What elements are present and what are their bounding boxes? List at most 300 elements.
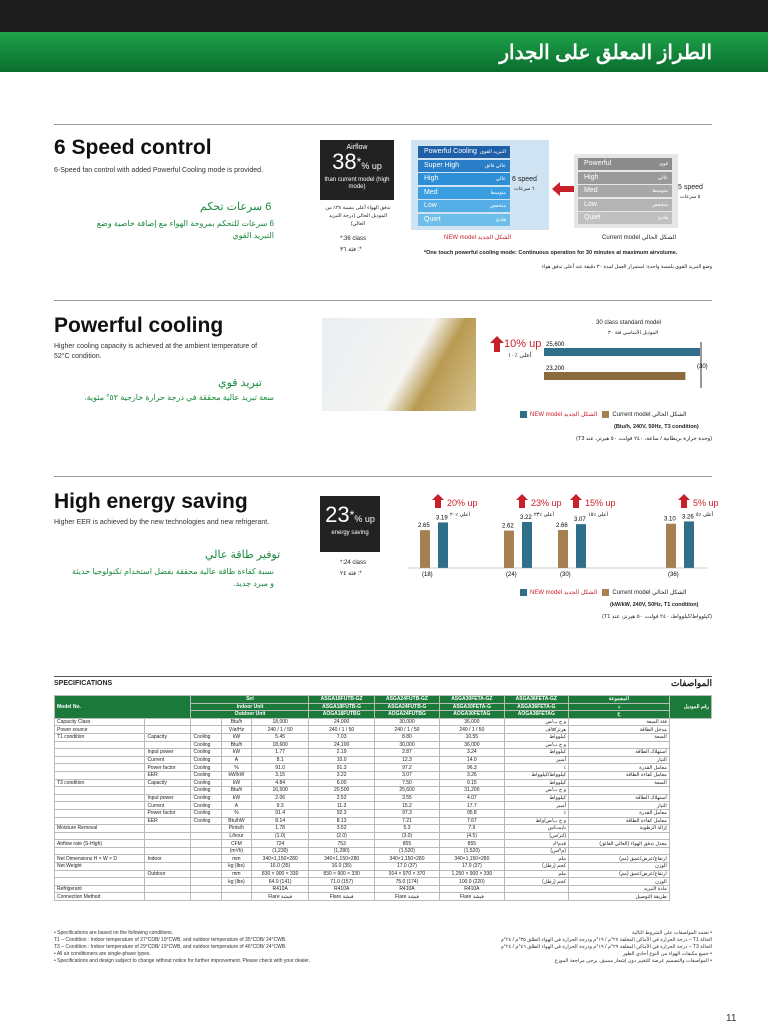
spec-label-ar: استهلاك الطاقة [569,794,670,802]
speed-row-label-ar: عالي [657,174,668,181]
spec-mode [191,840,222,848]
spec-unit-ar: (م³/س) [504,847,568,855]
new-speed-row [418,214,510,226]
cur-speed-label: 5 speed [678,184,703,191]
category-label: (36) [668,572,679,578]
spec-label-ar: التيار [569,756,670,764]
footnote-line: • All air conditioners are single-phase types. [54,951,151,957]
spec-subgroup: Capacity [145,733,191,741]
speed-row-label-ar: متوسط [490,189,506,196]
speed-row-label: Super High [424,161,460,169]
spec-value: 340×1,150×280 [251,855,309,863]
spec-row [55,726,712,734]
spec-mode [191,878,222,886]
model-code: ASGA18FUTB-G [309,703,374,711]
up-label: 5% up [693,498,719,508]
spec-label-ar: مدخل الطاقة [569,726,670,734]
spec-value: 16.0 (35) [251,863,309,871]
speed-row-label: High [584,173,599,181]
spec-value: 100.0 (220) [440,878,504,886]
spec-mode [191,847,222,855]
speed-row-label: Quiet [584,214,601,221]
spec-unit-ar: ملم [504,855,568,863]
spec-row [55,847,712,855]
spec-unit-ar: و ح ب/س/واط [504,817,568,825]
spec-value: Flare فيشة [440,893,504,901]
bar-current [558,530,568,568]
spec-row [55,787,712,795]
spec-value: 24,100 [309,741,374,749]
model-code: ASGA30FETA-G [440,703,504,711]
spec-value: 20,500 [309,787,374,795]
spec-subgroup: Input power [145,749,191,757]
speed-row-label-ar: التبريد القوي [479,149,506,155]
spec-mode: Cooling [191,749,222,757]
spec-mode: Cooling [191,779,222,787]
spec-unit: kW [222,794,252,802]
spec-value: (1,230) [251,847,309,855]
spec-unit: kW/kW [222,771,252,779]
chart2-legend [520,589,687,596]
spec-unit: L/hour [222,832,252,840]
current-speed-row [578,199,672,211]
spec-value: 2.52 [309,794,374,802]
badge-value [320,151,394,177]
spec-group [55,764,145,772]
spec-row [55,832,712,840]
chart2-cond-ar: (كيلوواط/كيلوواط، ٢٤٠ فولت، ٥٠ هيرتز، عند T1) [602,614,712,620]
footnote-line-ar: الحالة T1 – درجة الحرارة في الأماكن المغلقة ٢٧°م / ١٩°م ودرجة الحرارة في الهواء الطلق ٣٥°م / ٢٤°م [500,937,712,943]
bar-current [420,530,430,568]
spec-unit: Btu/h [222,741,252,749]
spec-row [55,878,712,886]
spec-value: 91.4 [251,809,309,817]
legend2-cur: Current model [612,590,651,597]
speed-ar-title: 6 سرعات تحكم [200,201,272,213]
spec-unit: mm [222,855,252,863]
bar-value-label: 3.10 [664,516,676,523]
bar-current [666,524,676,568]
spec-group [55,771,145,779]
spec-value: 3.55 [374,794,439,802]
spec-unit-ar: و ح ب/س [504,718,568,726]
spec-value: 8.1 [251,756,309,764]
footnote-line-ar: • جميع مكيفات الهواء من النوع أحادي الطور [622,951,712,957]
spec-value: 36,000 [440,718,504,726]
model-code: ASGA36FETA-G [504,703,568,711]
powerful-title: Powerful cooling [54,314,224,337]
speed-row-label-ar: هادئ [495,216,506,223]
spec-value: 95.8 [440,809,504,817]
spec-group [55,870,145,878]
spec-mode [191,870,222,878]
new-speed-label-ar: ٦ سرعات [514,186,535,192]
up-label: 23% up [531,498,562,508]
spec-value: 30,000 [374,741,439,749]
spec-value: 5.3 [374,825,439,833]
spec-value: 240 / 1 / 50 [440,726,504,734]
spec-label-ar [569,741,670,749]
bar-new [684,521,694,568]
speed-row-label-ar: هادئ [657,215,668,221]
speed-desc: 6-Speed fan control with added Powerful Cooling mode is provided. [54,167,263,174]
energy-desc: Higher EER is achieved by the new technologies and new refrigerant. [54,519,270,526]
spec-row [55,893,712,901]
spec-unit-ar [504,893,568,901]
spec-value: 71.0 (157) [309,878,374,886]
spec-unit-ar [504,885,568,893]
spec-value: 14.0 [440,756,504,764]
spec-group: Connection Method [55,893,145,901]
spec-mode: Cooling [191,809,222,817]
spec-mode [191,855,222,863]
chart1-head-ar: الموديل الأساسي فئة ٣٠ [608,330,659,336]
model-code: ASGA24FUTB-G [374,703,439,711]
spec-value: 8.13 [309,817,374,825]
spec-value: 855 [374,840,439,848]
spec-mode: Cooling [191,756,222,764]
speed-footnote: *One touch powerful cooling mode: Continuous operation for 30 minutes at maximum airvolume. [424,250,678,256]
spec-value: 830 × 900 × 330 [251,870,309,878]
spec-mode: Cooling [191,802,222,810]
energy-badge-num: 23 [325,502,350,527]
spec-value: R410A [440,885,504,893]
legend-cur-ar: الشكل الحالي [652,412,687,419]
spec-value: 724 [251,840,309,848]
spec-unit [222,885,252,893]
legend-cur-swatch [602,411,609,418]
spec-group: T3 condition [55,779,145,787]
cur-speed-label-ar: ٥ سرعات [680,194,701,200]
spec-value: 92.3 [309,809,374,817]
spec-group [55,878,145,886]
new-speed-label: 6 speed [512,176,537,183]
energy-ar-title: توفير طاقة عالي [205,549,281,561]
spec-value: 1.77 [251,749,309,757]
spec-value: 8.14 [251,817,309,825]
spec-unit-ar: ٪ [504,809,568,817]
spec-unit: Pints/h [222,825,252,833]
bar-value-label: 3.19 [436,515,448,522]
cur-model-en: Current model [602,235,641,241]
energy-class-note-ar: *: فئة ٢٤ [340,571,362,577]
spec-label-ar: الوزن [569,878,670,886]
spec-group: T1 condition [55,733,145,741]
spec-unit: kg (lbs) [222,863,252,871]
model-row-label-ar: خ [569,711,670,719]
spec-value: 7.21 [374,817,439,825]
arrow-left-icon [552,182,574,196]
divider [54,124,712,125]
current-speed-row [578,158,672,170]
up-label-ar: أعلى ٪٥ [696,512,714,518]
chart1-up: 10% up [504,338,542,350]
spec-value: (3.0) [374,832,439,840]
speed-row-label-ar: منخفض [489,203,506,209]
spec-value: (1,520) [374,847,439,855]
new-speed-row [418,187,510,199]
spec-group [55,741,145,749]
eer-chart [408,490,719,580]
legend-new-ar: الشكل الجديد [563,412,598,419]
spec-value: R410A [309,885,374,893]
chart1-head: 30 class standard model [596,320,662,326]
spec-label-ar: ارتفاع/عرض/عمق (مم) [569,855,670,863]
spec-value: R410A [374,885,439,893]
spec-unit-ar: و ح ب/س [504,741,568,749]
spec-subgroup [145,726,191,734]
spec-value: R410A [251,885,309,893]
spec-value: 15.2 [374,802,439,810]
spec-row [55,733,712,741]
spec-value: 64.0 (141) [251,878,309,886]
spec-value: 12.3 [374,756,439,764]
spec-value: 36,000 [440,741,504,749]
chart1-category: (30) [697,364,708,370]
chart1-up-ar: أعلى ٪١٠ [508,353,532,359]
bar-value-label: 2.62 [502,523,514,530]
new-speed-row [418,200,510,212]
spec-unit: A [222,802,252,810]
arrow-up-icon [490,336,504,352]
spec-row [55,870,712,878]
spec-value: Flare فيشة [374,893,439,901]
spec-footnotes-ar [501,930,712,965]
spec-value: 25,600 [374,787,439,795]
spec-value: 7.50 [374,779,439,787]
spec-subgroup [145,825,191,833]
spec-unit-ar: أمبير [504,756,568,764]
spec-unit: % [222,764,252,772]
spec-mode [191,832,222,840]
spec-value: 2.19 [309,749,374,757]
spec-group [55,809,145,817]
new-model-en: NEW model [444,235,477,241]
footnote-line-ar: • المواصفات والتصميم عرضة للتغيير دون إشعار مسبق. يرجى مراجعة الموزع [554,958,712,964]
powerful-desc: Higher cooling capacity is achieved at the ambient temperature of 52°C condition. [54,343,258,360]
divider [54,676,712,677]
spec-subgroup [145,847,191,855]
spec-row [55,764,712,772]
badge-num: 38 [332,149,357,174]
new-model-ar: الشكل الجديد [477,235,512,241]
spec-row [55,817,712,825]
spec-unit-ar: كجم (رطل) [504,878,568,886]
spec-label-ar: التيار [569,802,670,810]
speed-ar-desc: 6 سرعات للتحكم بمروحة الهواء مع إضافة خاصية وضع التبريد القوي [96,219,274,240]
class-note: *:36 class [340,236,367,242]
spec-subgroup [145,863,191,871]
spec-unit: CFM [222,840,252,848]
energy-badge-value [320,504,380,530]
spec-label-ar: السعة [569,779,670,787]
spec-unit: A [222,756,252,764]
chart1-cond: (Btu/h, 240V, 50Hz, T3 condition) [614,424,699,430]
spec-value: 7.03 [309,733,374,741]
spec-subgroup [145,718,191,726]
spec-value: 7.9 [440,825,504,833]
spec-value: 4.07 [440,794,504,802]
footnote-line: T3 – Condition : Indoor temperature of 29°CDB/ 19°CWB, and outdoor temperature of 46°CDB/ 24°CWB. [54,944,287,950]
spec-unit: V/ø/Hz [222,726,252,734]
spec-value: 830 × 900 × 330 [309,870,374,878]
model-row-label: Indoor Unit [191,703,309,711]
cur-model-ar: الشكل الحالي [641,235,677,241]
spec-unit: Btu/hW [222,817,252,825]
energy-badge [320,496,380,552]
speed-row-label-ar: عالي فائق [484,162,506,169]
legend-new: NEW model [530,412,563,419]
energy-badge-pct: % up [354,514,375,524]
spec-label-ar: ارتفاع/عرض/عمق (مم) [569,870,670,878]
spec-value: 17.7 [440,802,504,810]
powerful-ar-desc: سعة تبريد عالية محققة في درجة حرارة خارجية ٥٢° مئوية. [84,393,274,402]
spec-group [55,749,145,757]
bar-current-label: 23,200 [546,366,565,372]
speed-title: 6 Speed control [54,136,212,159]
spec-unit-ar: باينت/س [504,825,568,833]
spec-mode [191,893,222,901]
spec-row [55,718,712,726]
spec-row [55,756,712,764]
energy-title: High energy saving [54,490,248,513]
spec-value: (2.0) [309,832,374,840]
spec-label-ar: معامل كفاءة الطاقة [569,771,670,779]
energy-ar-desc: نسبة كفاءة طاقة عالية محققة بفضل استخدام تكنولوجيا حديثة و مبرد جديد. [72,567,274,588]
spec-unit [222,893,252,901]
spec-value: 10.0 [309,756,374,764]
spec-value: 9.3 [251,802,309,810]
class-note-ar: *: فئة ٣٦ [340,247,362,253]
spec-value: 16,500 [251,787,309,795]
spec-value: 340×1,150×280 [374,855,439,863]
spec-subgroup: Current [145,802,191,810]
spec-value: 3.52 [309,825,374,833]
model-code: AOGA24FUTBG [374,711,439,719]
model-code: ASGA24FUTB-GZ [374,696,439,704]
spec-label-ar: معامل القدرة [569,764,670,772]
spec-row [55,741,712,749]
energy-class-note: *:24 class [340,560,367,566]
spec-unit-ar: كيلوواط [504,733,568,741]
spec-group [55,847,145,855]
badge-star: * [356,155,362,169]
spec-value: 1,250 × 900 × 330 [440,870,504,878]
footnote-line: T1 – Condition : Indoor temperature of 27°CDB/ 19°CWB, and outdoor temperature of 35°CDB/ 24°CWB. [54,937,287,943]
bar-new [544,348,700,356]
model-code: ASGA18FUTB-GZ [309,696,374,704]
page-number: 11 [726,1013,737,1024]
model-code: ASGA36FETA-GZ [504,696,568,704]
spec-value: 240 / 1 / 50 [251,726,309,734]
spec-unit: Btu/h [222,787,252,795]
spec-value: 30,000 [374,718,439,726]
powerful-ar-title: تبريد قوي [218,377,262,389]
new-speed-row [418,160,510,172]
spec-group: Refrigerant [55,885,145,893]
up-label-ar: أعلى ٪٢٣ [534,512,554,518]
spec-value: Flare فيشة [309,893,374,901]
spec-label-ar: إزالة الرطوبة [569,825,670,833]
spec-group [55,832,145,840]
spec-unit: kg (lbs) [222,878,252,886]
spec-mode [191,863,222,871]
speed-row-label: Low [584,200,597,208]
spec-value: 97.2 [374,764,439,772]
spec-subgroup: Indoor [145,855,191,863]
model-row-label-ar: المجموعة [569,696,670,704]
spec-subgroup [145,840,191,848]
spec-group: Airflow rate (S-High) [55,840,145,848]
spec-value: 96.3 [440,764,504,772]
energy-badge-star: * [349,508,355,522]
up-label: 20% up [447,498,478,508]
speed-row-label: Quiet [424,215,441,223]
spec-value: (1.0) [251,832,309,840]
spec-unit-ar: كيلوواط [504,779,568,787]
speed-row-label: High [424,175,439,182]
spec-value: 240 / 1 / 50 [374,726,439,734]
spec-value: 340×1,150×280 [309,855,374,863]
spec-value: 18,600 [251,741,309,749]
spec-value: 1.78 [251,825,309,833]
arrow-up-icon [678,494,690,508]
spec-title: SPECIFICATIONS [54,680,113,687]
spec-group: Net Dimensions H × W × D [55,855,145,863]
spec-value: 18,000 [251,718,309,726]
spec-value: 31,200 [440,787,504,795]
spec-value: 91.0 [251,764,309,772]
spec-value: (1,520) [440,847,504,855]
model-row-label: Set [191,696,309,704]
speed-row-label: Med [424,188,438,196]
spec-subgroup: Power factor [145,809,191,817]
bar-new [522,522,532,568]
spec-value: 11.3 [309,802,374,810]
bar-value-label: 3.26 [682,514,694,521]
bar-current [504,531,514,568]
spec-mode [191,885,222,893]
model-row-label: Outdoor Unit [191,711,309,719]
spec-mode [191,825,222,833]
new-speed-row [418,173,510,185]
spec-unit: kW [222,749,252,757]
model-row-label-ar: د [569,703,670,711]
legend2-cur-ar: الشكل الحالي [652,590,687,597]
spec-row [55,771,712,779]
spec-group: Capacity Class [55,718,145,726]
spec-label-ar: معامل كفاءة الطاقة [569,817,670,825]
legend2-new-swatch [520,589,527,596]
spec-row [55,840,712,848]
legend-cur: Current model [612,412,651,419]
bar-new [438,522,448,568]
spec-subgroup [145,885,191,893]
spec-unit-ar: ف/ø/هرتز [504,726,568,734]
new-model-caption [444,234,511,241]
spec-label-ar: فئة السعة [569,718,670,726]
spec-value: 91.3 [309,764,374,772]
spec-subgroup [145,787,191,795]
bar-new-label: 25,600 [546,342,565,348]
spec-mode: Cooling [191,794,222,802]
spec-unit-ar: قدم³/د [504,840,568,848]
chart1-cond-ar: (وحدة حرارة بريطانية / ساعة، ٢٤٠ فولت، ٥٠ هيرتز، عند T3) [576,436,712,442]
spec-group: Net Weight [55,863,145,871]
spec-mode: Cooling [191,787,222,795]
spec-unit-ar: و ح ب/س [504,787,568,795]
arrow-up-icon [432,494,444,508]
